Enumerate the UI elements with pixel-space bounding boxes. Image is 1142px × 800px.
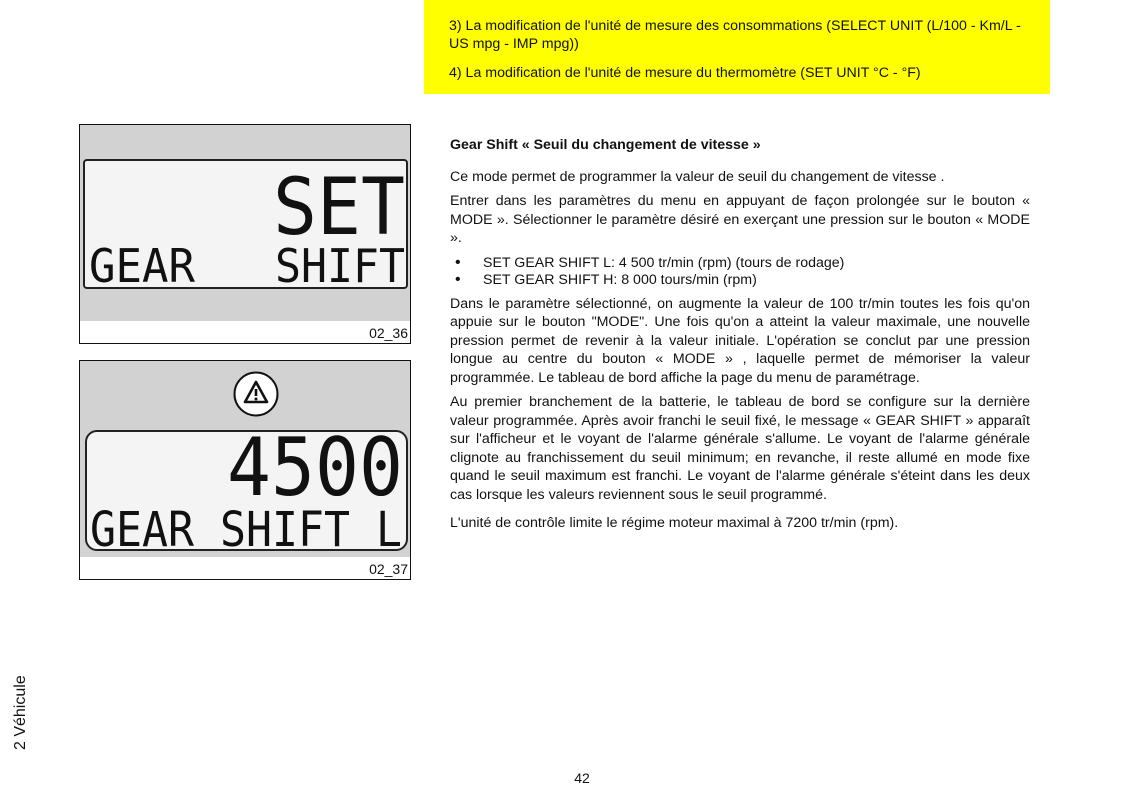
paragraph-enter-menu: Entrer dans les paramètres du menu en appuyant de façon prolongée sur le bouton « MODE ». Sélectionner le paramètre désiré en exerçant une pression sur le bouton « MODE ». <box>450 193 1030 246</box>
lcd-left-text: GEAR <box>89 239 196 291</box>
lcd-big-text: 4500 <box>227 432 403 514</box>
paragraph-limit: L'unité de contrôle limite le régime moteur maximal à 7200 tr/min (rpm). <box>450 515 899 531</box>
main-content <box>450 136 1030 539</box>
figure-label: 02_37 <box>369 561 408 577</box>
note-item-3: 3) La modification de l'unité de mesure des consommations (SELECT UNIT (L/100 - Km/L - US mpg - IMP mpg)) <box>449 18 1021 52</box>
lcd-bottom-text: GEAR SHIFT L <box>90 502 402 553</box>
figure-set-gear-shift <box>79 124 411 344</box>
lcd-display <box>85 430 408 551</box>
note-item-4: 4) La modification de l'unité de mesure du thermomètre (SET UNIT °C - °F) <box>449 65 921 81</box>
figure-label: 02_36 <box>369 325 408 341</box>
chapter-side-label: 2 Véhicule <box>12 675 29 750</box>
page-number-text: 42 <box>574 770 590 786</box>
lcd-right-text: SHIFT <box>275 239 405 291</box>
paragraph-battery: Au premier branchement de la batterie, le tableau de bord se configure sur la dernière valeur programmée. Après avoir franchi le seuil fixé, le message « GEAR SHIFT » apparaît sur l'afficheur et le voyant de l'alarme générale s'allume. Le voyant de l'alarme générale clignote au franchissement du seuil minimum; en revanche, il reste allumé en mode fixe quand le seuil maximum est franchi. Le voyant de l'alarme générale s'éteint dans les deux cas lorsque les valeurs reviennent sous le seuil programmé. <box>450 394 1030 503</box>
figure-4500-gear-shift-l <box>79 360 411 580</box>
lcd-display <box>83 159 408 289</box>
warning-triangle-icon <box>232 370 280 418</box>
paragraph-adjust: Dans le paramètre sélectionné, on augmente la valeur de 100 tr/min toutes les fois qu'on appuie sur le bouton "MODE". Une fois qu'on a atteint la valeur maximale, une nouvelle pression permet de revenir à la valeur initiale. L'opération se conclut par une pression longue au centre du bouton « MODE » , laquelle permet de mémoriser la valeur programmée. Le tableau de bord affiche la page du menu de paramétrage. <box>450 295 1030 386</box>
list-item: • SET GEAR SHIFT L: 4 500 tr/min (rpm) (tours de rodage) <box>450 255 1030 273</box>
settings-list <box>450 255 1030 290</box>
lcd-big-text: SET <box>273 163 405 253</box>
paragraph-intro: Ce mode permet de programmer la valeur de seuil du changement de vitesse . <box>450 168 945 185</box>
list-item: • SET GEAR SHIFT H: 8 000 tours/min (rpm) <box>450 272 1030 290</box>
page-number <box>0 770 1142 786</box>
section-title: Gear Shift « Seuil du changement de vitesse » <box>450 137 761 153</box>
highlight-note-box <box>424 0 1050 94</box>
